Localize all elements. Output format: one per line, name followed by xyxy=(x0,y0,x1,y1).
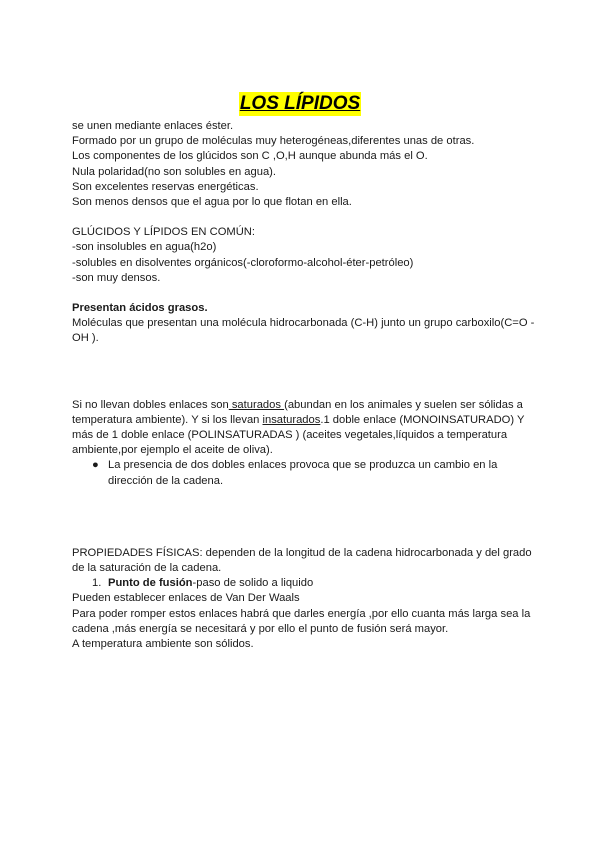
bullet-text: La presencia de dos dobles enlaces provoca que se produzca un cambio en la dirección de la cadena. xyxy=(108,459,498,487)
fatty-acids-text: Moléculas que presentan una molécula hidrocarbonada (C-H) junto un grupo carboxilo(C=O -OH ). xyxy=(72,317,535,345)
title-container xyxy=(0,92,600,116)
melting-point-text: -paso de solido a liquido xyxy=(192,577,314,590)
intro-line: Son excelentes reservas energéticas. xyxy=(72,180,259,193)
common-section xyxy=(72,225,542,286)
intro-section xyxy=(72,119,542,210)
physical-line: A temperatura ambiente son sólidos. xyxy=(72,638,254,651)
spacer xyxy=(72,347,542,398)
intro-line: Nula polaridad(no son solubles en agua). xyxy=(72,165,276,178)
spacer xyxy=(72,286,542,301)
common-item: -solubles en disolventes orgánicos(-cloroformo-alcohol-éter-petróleo) xyxy=(72,256,414,269)
intro-line: Formado por un grupo de moléculas muy heterogéneas,diferentes unas de otras. xyxy=(72,135,475,148)
physical-line: Pueden establecer enlaces de Van Der Waals xyxy=(72,592,300,605)
intro-line: se unen mediante enlaces éster. xyxy=(72,120,234,132)
page-title: LOS LÍPIDOS xyxy=(239,93,361,114)
common-item: -son insolubles en agua(h2o) xyxy=(72,241,217,254)
physical-line: Para poder romper estos enlaces habrá que darles energía ,por ello cuanta más larga sea la cadena ,más energía se necesitará y por ello el punto de fusión será mayor. xyxy=(72,607,531,635)
common-heading: GLÚCIDOS Y LÍPIDOS EN COMÚN: xyxy=(72,226,255,239)
term-insaturados: insaturados xyxy=(262,413,321,426)
term-saturados: saturados xyxy=(228,398,285,411)
document-body xyxy=(72,119,542,652)
intro-line: Son menos densos que el agua por lo que flotan en ella. xyxy=(72,196,352,209)
saturation-text-c: .1 doble enlace (MONOINSATURADO) Y más de 1 doble enlace (POLINSATURADAS ) (aceites vegetales,líquidos a temperatura ambiente,por ejemplo el aceite de oliva). xyxy=(72,413,525,457)
list-item xyxy=(92,458,542,488)
intro-line: Los componentes de los glúcidos son C ,O,H aunque abunda más el O. xyxy=(72,150,428,163)
saturation-text-a: Si no llevan dobles enlaces son xyxy=(72,398,229,411)
melting-point-label: Punto de fusión xyxy=(108,577,193,590)
saturation-section xyxy=(72,398,542,489)
saturation-text-b: (abundan en los animales y suelen ser sólidas a temperatura ambiente). Y si los llevan xyxy=(72,398,523,426)
fatty-acids-heading: Presentan ácidos grasos. xyxy=(72,302,208,315)
numbered-list xyxy=(72,576,542,591)
spacer xyxy=(72,210,542,225)
physical-intro: PROPIEDADES FÍSICAS: dependen de la longitud de la cadena hidrocarbonada y del grado de la saturación de la cadena. xyxy=(72,546,532,575)
physical-properties-section xyxy=(72,546,542,652)
list-item xyxy=(92,576,542,591)
common-item: -son muy densos. xyxy=(72,271,161,284)
saturation-paragraph xyxy=(72,398,542,459)
fatty-acids-section xyxy=(72,301,542,347)
list-number: 1. xyxy=(92,577,102,590)
spacer xyxy=(72,489,542,546)
bullet-list xyxy=(72,458,542,488)
bullet-icon: ● xyxy=(92,459,99,472)
